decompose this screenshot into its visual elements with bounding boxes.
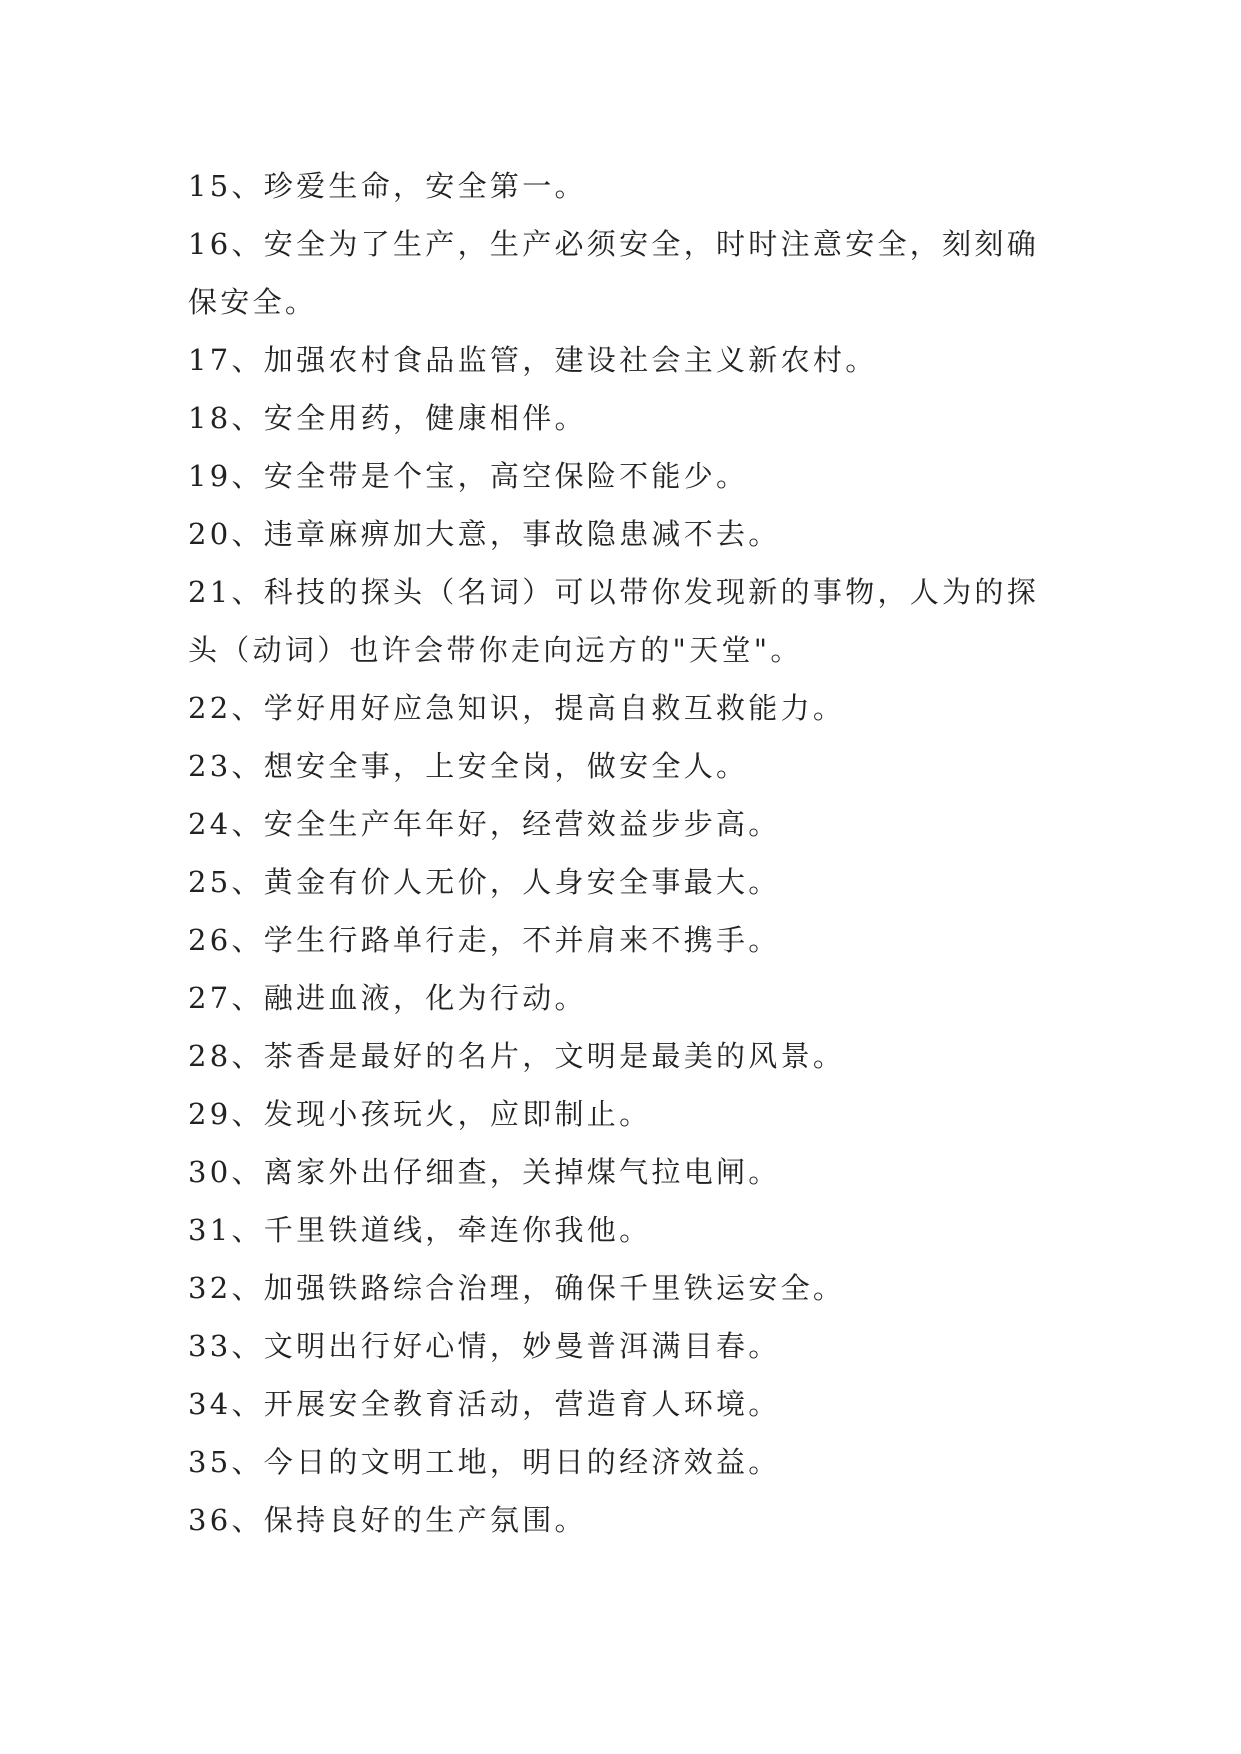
list-item-31: 31、千里铁道线，牵连你我他。: [188, 1213, 652, 1247]
list-item-34: 34、开展安全教育活动，营造育人环境。: [188, 1387, 781, 1421]
list-item-35: 35、今日的文明工地，明日的经济效益。: [188, 1445, 781, 1479]
list-item-27: 27、融进血液，化为行动。: [188, 981, 587, 1015]
list-item-16: 16、安全为了生产，生产必须安全，时时注意安全，刻刻确: [188, 227, 1040, 261]
list-item-22: 22、学好用好应急知识，提高自救互救能力。: [188, 691, 846, 725]
list-item-28: 28、茶香是最好的名片，文明是最美的风景。: [188, 1039, 846, 1073]
list-item-25: 25、黄金有价人无价，人身安全事最大。: [188, 865, 781, 899]
list-item-21-continuation: 头（动词）也许会带你走向远方的"天堂"。: [188, 633, 803, 667]
list-item-15: 15、珍爱生命，安全第一。: [188, 169, 587, 203]
slogan-list: [188, 157, 1088, 1549]
list-item-20: 20、违章麻痹加大意，事故隐患减不去。: [188, 517, 781, 551]
list-item-17: 17、加强农村食品监管，建设社会主义新农村。: [188, 343, 878, 377]
list-item-36: 36、保持良好的生产氛围。: [188, 1503, 587, 1537]
list-item-32: 32、加强铁路综合治理，确保千里铁运安全。: [188, 1271, 846, 1305]
list-item-29: 29、发现小孩玩火，应即制止。: [188, 1097, 652, 1131]
list-item-21: 21、科技的探头（名词）可以带你发现新的事物，人为的探: [188, 575, 1040, 609]
list-item-23: 23、想安全事，上安全岗，做安全人。: [188, 749, 749, 783]
list-item-26: 26、学生行路单行走，不并肩来不携手。: [188, 923, 781, 957]
list-item-19: 19、安全带是个宝，高空保险不能少。: [188, 459, 749, 493]
list-item-33: 33、文明出行好心情，妙曼普洱满目春。: [188, 1329, 781, 1363]
list-item-16-continuation: 保安全。: [188, 285, 318, 319]
list-item-18: 18、安全用药，健康相伴。: [188, 401, 587, 435]
list-item-24: 24、安全生产年年好，经营效益步步高。: [188, 807, 781, 841]
list-item-30: 30、离家外出仔细查，关掉煤气拉电闸。: [188, 1155, 781, 1189]
